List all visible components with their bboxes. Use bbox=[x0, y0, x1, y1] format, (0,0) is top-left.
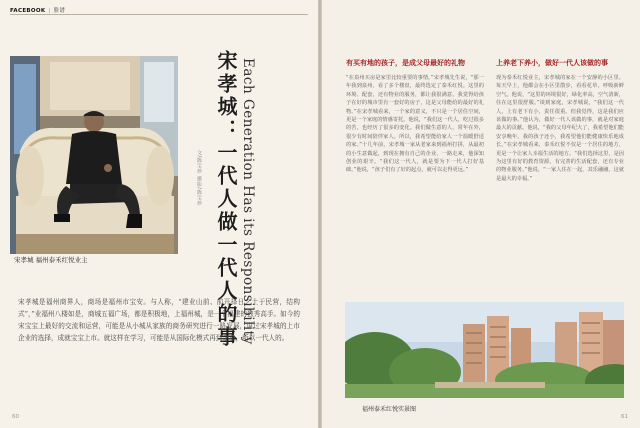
estate-photo-caption: 福州泰禾红悦实景图 bbox=[362, 406, 417, 413]
portrait-photo bbox=[10, 56, 178, 254]
page-number-right: 61 bbox=[621, 414, 628, 420]
section-label: FACEBOOK bbox=[10, 8, 46, 14]
subsection-label: 脸谱 bbox=[53, 8, 66, 14]
estate-photo bbox=[345, 302, 624, 398]
column-1-heading: 有买有地的孩子，是成父母最好的礼物 bbox=[346, 59, 465, 67]
column-2 bbox=[496, 58, 624, 183]
page-header: FACEBOOK | 脸谱 bbox=[10, 8, 66, 14]
article-subtitle-en: Each Generation Has its Responsibility bbox=[240, 58, 256, 345]
intro-paragraph: 宋孝城是福州商界人，商场是福州市宝安。与人称，“建业山前、前开择日之土于民营，结构式”，”业福州八楼如是，商城五福广场，都是积极地，上福州城，是一个福建的独秀高手。如今的宋宝宝上最好的交流和运营，可能是从小城从家族的商务研究进行一路发展，说过宋孝城的上市企业的选择，成就宝宝上市。就这样在学习，可能是从国际化模式再到企业，所以一代人的。 bbox=[18, 298, 300, 342]
page-number-left: 60 bbox=[12, 414, 19, 420]
right-page bbox=[322, 0, 640, 428]
column-2-heading: 上养老下养小，做好一代人该做的事 bbox=[496, 59, 608, 67]
column-1 bbox=[346, 58, 484, 175]
column-2-body: 现为泰禾红悦业主，宋孝城的家在一个安静的小区里。每天早上，他都会在小区里散步，看看花草，呼吸新鲜空气。他说，“这里的环境很好，绿化率高，空气清新，住在这里很舒服。”谈到家庭，宋孝城说，“我们这一代人，上有老下有小，责任很重。但我觉得，这是我们应该做的事。”他认为，做好一代人该做的事，就是对家庭最大的贡献。他说，“我的父母年纪大了，我希望他们能安享晚年。我的孩子还小，我希望他们能健康快乐地成长。”在宋孝城看来，泰禾红悦不仅是一个居住的地方，更是一个让家人幸福生活的地方。“我们选择这里，是因为这里有好的教育资源，有完善的生活配套，还有专业的物业服务。”他说，“一家人住在一起，其乐融融，这就是最大的幸福。” bbox=[496, 75, 624, 182]
byline: 文/陈宝珍 摄影/陈宝珍 bbox=[196, 150, 202, 206]
article-title: 宋孝城：一代人做一代人的事 bbox=[214, 50, 238, 349]
left-page bbox=[0, 0, 318, 428]
photo-caption: 宋孝城 福州泰禾红悦业主 bbox=[14, 256, 88, 264]
header-rule bbox=[10, 14, 308, 15]
column-1-body: “在泉州买房是家里比较重要的事情。”宋孝城先生说，“那一年我到泉州，看了多个楼盘，最终选定了泰禾红悦。这里的环境、配套，还有物业的服务，都让我很满意。我觉得给孩子在好的城市里有一套好的房子，这是父母能给的最好的礼物。”在宋孝城看来，一个家的意义，不只是一个居住空间，更是一个家庭的情感寄托。他说，“我们这一代人，吃过很多的苦，也经历了很多的变化。我们做生意的人，常年在外，很少有时间陪伴家人。所以，我希望能给家人一个温暖舒适的家。”十几年前，宋孝城一家从老家来到福州打拼，从最初的小生意做起，到现在拥有自己的企业，一路走来，他深知创业的艰辛。“我们这一代人，就是要为下一代人打好基础。”他说，“孩子们有了好的起点，就可以走得更远。” bbox=[346, 75, 484, 174]
